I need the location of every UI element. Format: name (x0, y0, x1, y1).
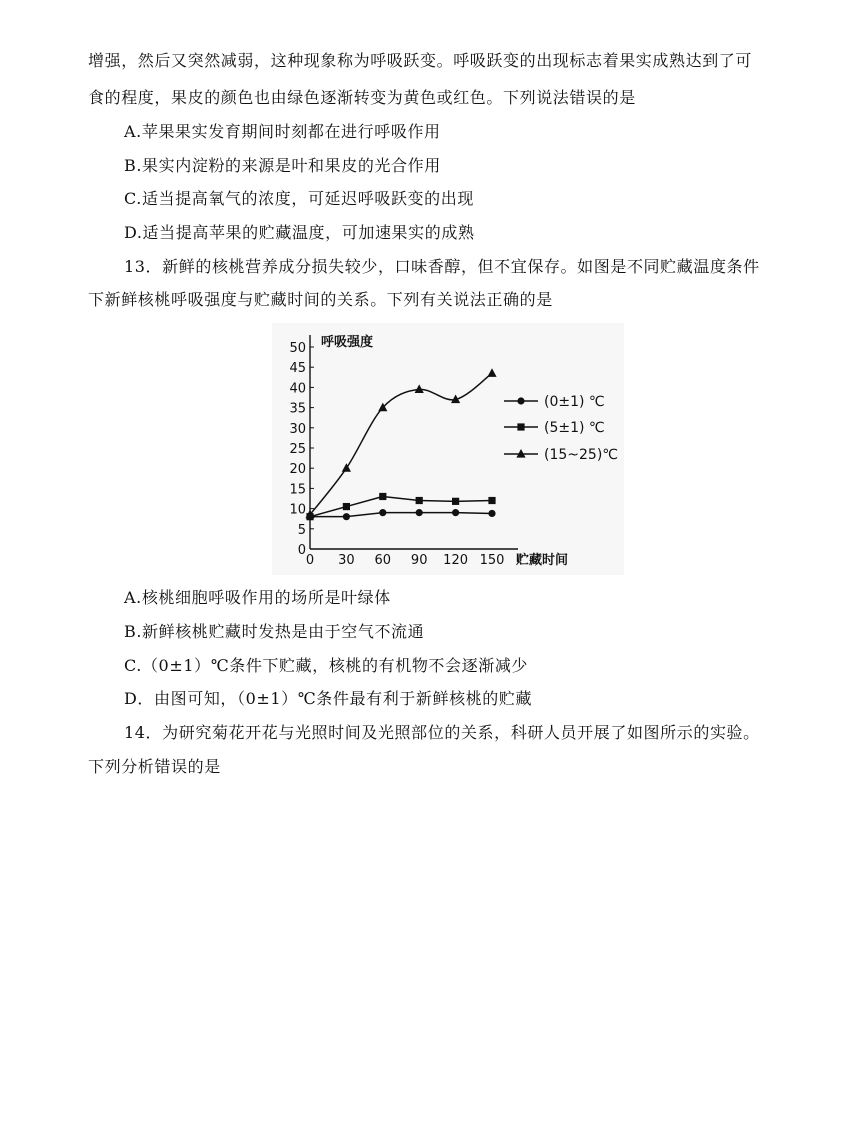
x-tick-label: 0 (305, 553, 315, 568)
q12-option-d: D.适当提高苹果的贮藏温度，可加速果实的成熟 (124, 223, 475, 242)
series-1-point (416, 509, 423, 516)
y-axis-label: 呼吸强度 (321, 335, 374, 350)
respiration-chart (272, 323, 624, 575)
legend-label-3: (15~25)℃ (544, 447, 619, 463)
q13-option-b: B.新鲜核桃贮藏时发热是由于空气不流通 (124, 622, 425, 641)
legend-label-2: (5±1) ℃ (544, 420, 605, 436)
series-1-point (379, 509, 386, 516)
q14-stem-line-2: 下列分析错误的是 (88, 757, 221, 776)
y-tick-label: 10 (289, 502, 306, 518)
series-2-point (343, 503, 350, 510)
intro-line-1: 增强，然后又突然减弱，这种现象称为呼吸跃变。呼吸跃变的出现标志着果实成熟达到了可 (88, 51, 753, 70)
y-tick-label: 0 (297, 543, 306, 558)
x-tick-label: 90 (410, 553, 428, 568)
q12-option-b: B.果实内淀粉的来源是叶和果皮的光合作用 (124, 156, 441, 175)
series-1-point (343, 513, 350, 520)
y-tick-label: 30 (289, 421, 306, 437)
q13-option-a: A.核桃细胞呼吸作用的场所是叶绿体 (124, 588, 391, 607)
q13-stem-line-2: 下新鲜核桃呼吸强度与贮藏时间的关系。下列有关说法正确的是 (88, 290, 553, 309)
y-tick-label: 45 (289, 361, 306, 377)
x-tick-label: 30 (338, 553, 355, 568)
legend-label-1: (0±1) ℃ (544, 394, 605, 410)
series-1-point (452, 509, 459, 516)
series-1-point (488, 510, 495, 517)
y-tick-label: 40 (289, 381, 306, 397)
x-tick-label: 60 (374, 553, 392, 568)
intro-line-2: 食的程度，果皮的颜色也由绿色逐渐转变为黄色或红色。下列说法错误的是 (88, 88, 636, 107)
q13-stem-line-1: 13．新鲜的核桃营养成分损失较少，口味香醇，但不宜保存。如图是不同贮藏温度条件 (124, 257, 760, 276)
y-tick-label: 25 (289, 442, 306, 457)
y-tick-label: 20 (289, 462, 306, 478)
series-2-point (416, 497, 423, 504)
q14-stem-line-1: 14．为研究菊花开花与光照时间及光照部位的关系，科研人员开展了如图所示的实验。 (124, 723, 760, 742)
q12-option-c: C.适当提高氧气的浓度，可延迟呼吸跃变的出现 (124, 189, 474, 208)
respiration-chart-svg (272, 323, 624, 575)
series-2-point (452, 498, 459, 505)
q13-option-c: C.（0±1）℃条件下贮藏，核桃的有机物不会逐渐减少 (124, 656, 529, 675)
x-tick-label: 150 (479, 553, 505, 568)
series-2-point (488, 497, 495, 504)
legend-marker-1 (517, 397, 524, 404)
x-tick-label: 120 (443, 553, 469, 568)
y-tick-label: 15 (289, 482, 306, 498)
x-axis-label: 贮藏时间 (516, 553, 569, 568)
series-2-point (379, 493, 386, 500)
q13-option-d: D．由图可知，（0±1）℃条件最有利于新鲜核桃的贮藏 (124, 689, 533, 708)
legend-marker-2 (517, 423, 524, 430)
q12-option-a: A.苹果果实发育期间时刻都在进行呼吸作用 (124, 122, 441, 141)
y-tick-label: 50 (289, 341, 306, 356)
y-tick-label: 35 (289, 401, 306, 417)
y-tick-label: 5 (297, 522, 306, 538)
